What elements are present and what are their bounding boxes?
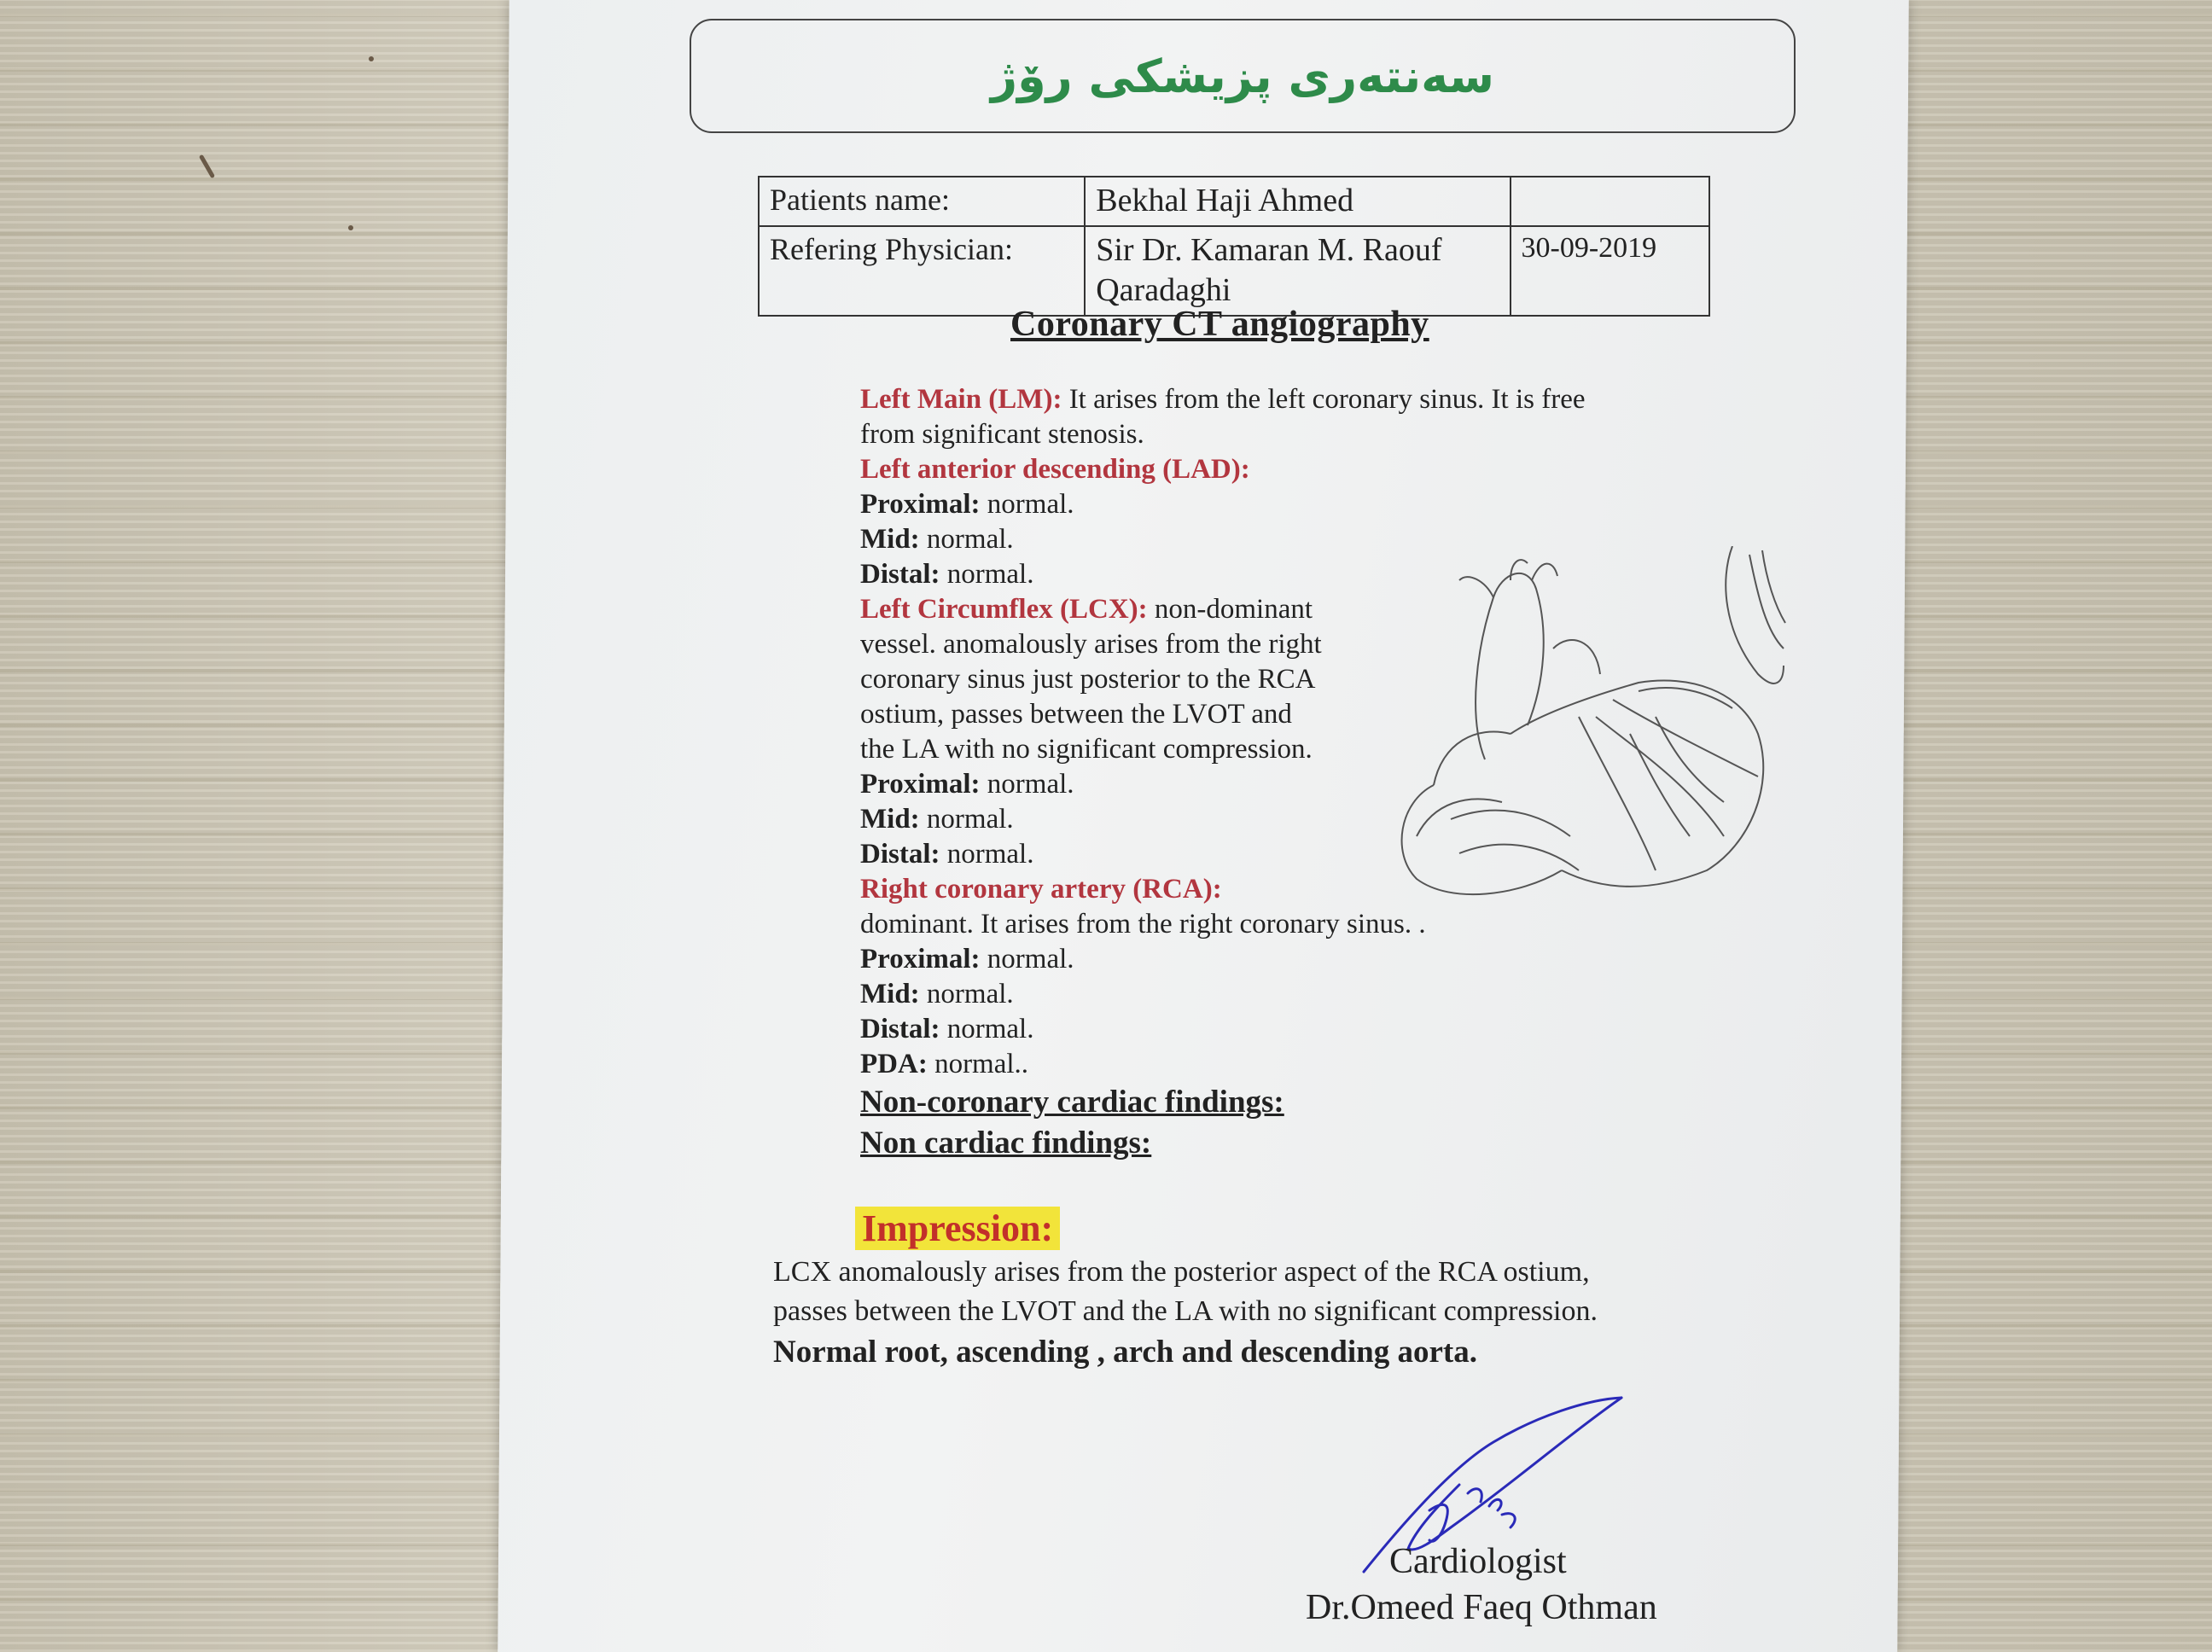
rca-pda-value: normal..: [927, 1049, 1029, 1079]
desk-spot: [199, 154, 215, 178]
rca-proximal-label: Proximal:: [860, 944, 981, 974]
impression-line2: passes between the LVOT and the LA with no significant compression.: [773, 1295, 1598, 1327]
lcx-label: Left Circumflex (LCX):: [860, 594, 1148, 625]
signature-name: Dr.Omeed Faeq Othman: [1306, 1588, 1657, 1627]
lad-proximal-value: normal.: [980, 489, 1074, 520]
clinic-header-box: [690, 19, 1796, 133]
lad-distal-value: normal.: [940, 559, 1034, 590]
desk-spot: [348, 225, 353, 230]
clinic-name: سەنتەری پزیشکی رۆژ: [991, 49, 1494, 103]
lm-line2: from significant stenosis.: [860, 419, 1144, 450]
rca-distal: [860, 1012, 1679, 1047]
lcx-line2: vessel. anomalously arises from the right: [860, 629, 1322, 660]
lcx-line4: ostium, passes between the LVOT and: [860, 699, 1292, 730]
physician-label: Refering Physician:: [759, 226, 1085, 316]
rca-distal-value: normal.: [940, 1014, 1034, 1044]
rca-mid: [860, 977, 1679, 1012]
empty-cell: [1511, 177, 1709, 226]
lm-label: Left Main (LM):: [860, 384, 1062, 415]
lad-label: Left anterior descending (LAD):: [860, 454, 1250, 485]
patient-info-table: [758, 176, 1710, 317]
impression-line1: LCX anomalously arises from the posterior aspect of the RCA ostium,: [773, 1256, 1590, 1288]
report-title: Coronary CT angiography: [1010, 305, 1429, 344]
desk-spot: [369, 56, 374, 61]
lm-line1: [860, 382, 1679, 417]
rca-mid-value: normal.: [919, 979, 1014, 1009]
physician-line1: Sir Dr. Kamaran M. Raouf: [1096, 231, 1442, 268]
signature-role: Cardiologist: [1389, 1542, 1567, 1581]
lcx-text1: non-dominant: [1147, 594, 1313, 625]
patient-name-value: Bekhal Haji Ahmed: [1085, 177, 1510, 226]
lad-proximal: [860, 487, 1679, 522]
lad-mid-label: Mid:: [860, 524, 920, 555]
impression-line3: Normal root, ascending , arch and descending aorta.: [773, 1335, 1477, 1370]
rca-pda-label: PDA:: [860, 1049, 928, 1079]
rca-distal-label: Distal:: [860, 1014, 940, 1044]
non-cardiac-heading: Non cardiac findings:: [860, 1126, 1152, 1160]
lcx-proximal-value: normal.: [980, 769, 1074, 800]
physician-value: [1085, 226, 1510, 316]
lcx-mid-value: normal.: [919, 804, 1014, 835]
rca-proximal: [860, 942, 1679, 977]
rca-label: Right coronary artery (RCA):: [860, 874, 1222, 905]
physician-line2: Qaradaghi: [1096, 272, 1231, 308]
report-date: 30-09-2019: [1511, 226, 1709, 316]
rca-pda: [860, 1047, 1679, 1082]
lad-mid-value: normal.: [919, 524, 1014, 555]
lad-distal-label: Distal:: [860, 559, 940, 590]
lcx-distal-label: Distal:: [860, 839, 940, 870]
table-row: [759, 226, 1709, 316]
lcx-distal-value: normal.: [940, 839, 1034, 870]
rca-mid-label: Mid:: [860, 979, 920, 1009]
lcx-line5: the LA with no significant compression.: [860, 734, 1313, 765]
impression-text: [773, 1253, 1729, 1372]
lcx-mid-label: Mid:: [860, 804, 920, 835]
table-row: [759, 177, 1709, 226]
lad-proximal-label: Proximal:: [860, 489, 981, 520]
heart-anatomy-illustration: [1382, 546, 1792, 913]
lcx-line3: coronary sinus just posterior to the RCA: [860, 664, 1316, 695]
lcx-proximal-label: Proximal:: [860, 769, 981, 800]
rca-line1: dominant. It arises from the right coronary sinus. .: [860, 909, 1426, 939]
patient-name-label: Patients name:: [759, 177, 1085, 226]
lm-text: It arises from the left coronary sinus. It is free: [1062, 384, 1586, 415]
non-coronary-heading: Non-coronary cardiac findings:: [860, 1085, 1284, 1120]
rca-proximal-value: normal.: [980, 944, 1074, 974]
impression-label: Impression:: [855, 1207, 1060, 1250]
